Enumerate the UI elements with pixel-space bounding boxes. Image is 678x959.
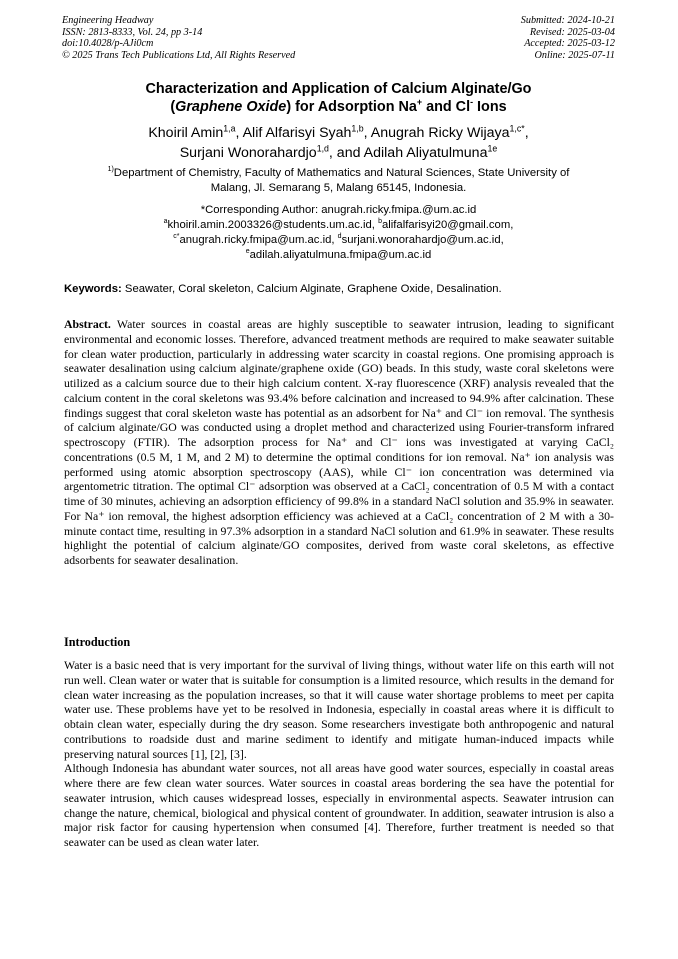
title-paren-close: ) bbox=[286, 99, 292, 115]
author-sep: , and bbox=[328, 145, 364, 161]
affiliation bbox=[62, 166, 615, 196]
author-name: Adilah Aliyatulmuna bbox=[363, 145, 488, 161]
keywords-text: Seawater, Coral skeleton, Calcium Alginate, Graphene Oxide, Desalination. bbox=[121, 283, 502, 295]
introduction-paragraph-2: Although Indonesia has abundant water sources, not all areas have good water sources, especially in coastal areas where there are few clean water sources. Water sources in coastal areas bordering the sea have the potential for seawater intrusion, which causes widespread losses, especially in environmental aspects. Seawater intrusion can change the nature, chemical, biological and physical content of groundwater. In addition, seawater intrusion is also a major risk factor for causing hypertension when consumed [4]. Therefore, further treatment is needed so that seawater can be used as clean water later. bbox=[64, 761, 614, 849]
affiliation-sup: 1) bbox=[107, 166, 114, 174]
title-paren-open: ( bbox=[170, 99, 176, 115]
email-line-3 bbox=[62, 248, 615, 263]
title-rest-a: for Adsorption Na bbox=[291, 99, 417, 115]
author-sep: , bbox=[524, 125, 529, 141]
corresponding-author: *Corresponding Author: anugrah.ricky.fmipa.@um.ac.id bbox=[200, 204, 477, 216]
author-name: Anugrah Ricky Wijaya bbox=[370, 125, 510, 141]
email-c: anugrah.ricky.fmipa@um.ac.id, bbox=[179, 234, 338, 246]
email-sup: e bbox=[245, 248, 250, 256]
accepted-date: Accepted: 2025-03-12 bbox=[524, 38, 615, 50]
title-rest-c: Ions bbox=[473, 99, 507, 115]
title-rest-b: and Cl bbox=[422, 99, 471, 115]
author-sep: , bbox=[363, 125, 371, 141]
paper-title bbox=[62, 80, 615, 116]
author-sup: 1e bbox=[487, 143, 498, 154]
author-sup: 1,c* bbox=[509, 123, 525, 134]
journal-name: Engineering Headway bbox=[62, 15, 154, 26]
journal-info bbox=[62, 15, 295, 61]
abstract-label: Abstract. bbox=[64, 317, 111, 331]
author-sup: 1,b bbox=[351, 123, 364, 134]
online-date: Online: 2025-07-11 bbox=[534, 49, 615, 61]
title-line-2 bbox=[62, 98, 615, 116]
email-sup: b bbox=[378, 218, 382, 226]
submitted-date: Submitted: 2024-10-21 bbox=[520, 15, 615, 26]
email-sup: d bbox=[337, 233, 342, 241]
keywords bbox=[64, 282, 617, 297]
email-sup: a bbox=[163, 218, 168, 226]
email-line-1 bbox=[62, 218, 615, 233]
author-sep: , bbox=[235, 125, 243, 141]
keywords-label: Keywords: bbox=[64, 283, 122, 295]
abstract-text: Water sources in coastal areas are highly susceptible to seawater intrusion, leading to significant environmental and economic losses. Therefore, advanced treatment methods are required to make seawater suitable for clean water production, particularly in addressing water scarcity in coastal regions. One promising approach is seawater desalination using calcium alginate/graphene oxide (GO) beads. In this study, waste coral skeletons were utilized as a calcium source due to their high calcium content. X-ray fluorescence (XRF) analysis revealed that the calcium content in the coral skeletons was 93.4% before calcination and increased to 94.9% after calcination. These findings suggest that coral skeleton waste has potential as an adsorbent for Na⁺ and Cl⁻ ion removal. The synthesis of calcium alginate/GO was conducted using a droplet method and characterized using Fourier-transform infrared spectroscopy (FTIR). The adsorption process for Na⁺ and Cl⁻ ions was investigated at varying CaCl₂ concentrations (0.5 M, 1 M, and 2 M) to determine the optimal conditions for ion removal. Na⁺ ion analysis was performed using atomic absorption spectroscopy (AAS), while Cl⁻ ion concentration was determined via argentometric titration. The optimal Cl⁻ adsorption was observed at a CaCl₂ concentration of 0.5 M with a contact time of 30 minutes, achieving an adsorption efficiency of 99.8% in a standard NaCl solution and 35.9% in seawater. For Na⁺ ion removal, the highest adsorption efficiency was achieved at a CaCl₂ concentration of 2 M with a 30-minute contact time, resulting in 97.3% adsorption in a standard NaCl solution and 61.9% in seawater. These results highlight the potential of calcium alginate/GO composites, derived from waste coral skeletons, as effective adsorbents for seawater desalination. bbox=[64, 317, 614, 567]
author-line-1 bbox=[62, 123, 615, 143]
email-a: khoiril.amin.2003326@students.um.ac.id, bbox=[167, 219, 379, 231]
email-e: adilah.aliyatulmuna.fmipa@um.ac.id bbox=[249, 249, 432, 261]
introduction-paragraph-1: Water is a basic need that is very important for the survival of living things, without water life on this earth will not run well. Clean water or water that is suitable for consumption is a limited resource, which results in the demand for clean water increasing as the population increases, so that it will cause water shortage problems to meet per capita water use. These problems have yet to be resolved in Indonesia, especially in coastal areas where it is difficult to obtain clean water, especially during the dry season. Some researchers investigate both anthropogenic and natural contributions to roadside dust and marine sediment to identify and mitigate human-induced impacts while preserving natural sources [1], [2], [3]. bbox=[64, 658, 614, 761]
email-d: surjani.wonorahardjo@um.ac.id, bbox=[341, 234, 504, 246]
email-sup: c* bbox=[173, 233, 180, 241]
copyright-line: © 2025 Trans Tech Publications Ltd, All Rights Reserved bbox=[62, 49, 296, 61]
contact-emails bbox=[62, 203, 615, 263]
introduction-body bbox=[64, 658, 614, 850]
author-list bbox=[62, 123, 615, 163]
title-line-1: Characterization and Application of Calcium Alginate/Go bbox=[145, 81, 532, 97]
title-na-sup: + bbox=[416, 97, 423, 108]
title-italic: Graphene Oxide bbox=[175, 99, 287, 115]
doi-line: doi:10.4028/p-AJi0cm bbox=[62, 38, 154, 50]
author-line-2 bbox=[62, 143, 615, 163]
author-name: Alif Alfarisyi Syah bbox=[242, 125, 352, 141]
author-name: Surjani Wonorahardjo bbox=[179, 145, 317, 161]
email-b: alifalfarisyi20@gmail.com, bbox=[381, 219, 514, 231]
title-cl-sup: - bbox=[470, 97, 474, 108]
affiliation-text-1: Department of Chemistry, Faculty of Mathematics and Natural Sciences, State University of bbox=[113, 167, 570, 179]
affiliation-line-1 bbox=[62, 166, 615, 181]
author-name: Khoiril Amin bbox=[148, 125, 224, 141]
revised-date: Revised: 2025-03-04 bbox=[529, 26, 615, 38]
abstract bbox=[64, 317, 614, 568]
affiliation-line-2: Malang, Jl. Semarang 5, Malang 65145, Indonesia. bbox=[210, 182, 467, 194]
publication-dates bbox=[521, 15, 615, 61]
email-line-2 bbox=[62, 233, 615, 248]
author-sup: 1,d bbox=[316, 143, 329, 154]
issn-line: ISSN: 2813-8333, Vol. 24, pp 3-14 bbox=[62, 26, 203, 38]
introduction-heading: Introduction bbox=[64, 635, 131, 649]
author-sup: 1,a bbox=[223, 123, 236, 134]
